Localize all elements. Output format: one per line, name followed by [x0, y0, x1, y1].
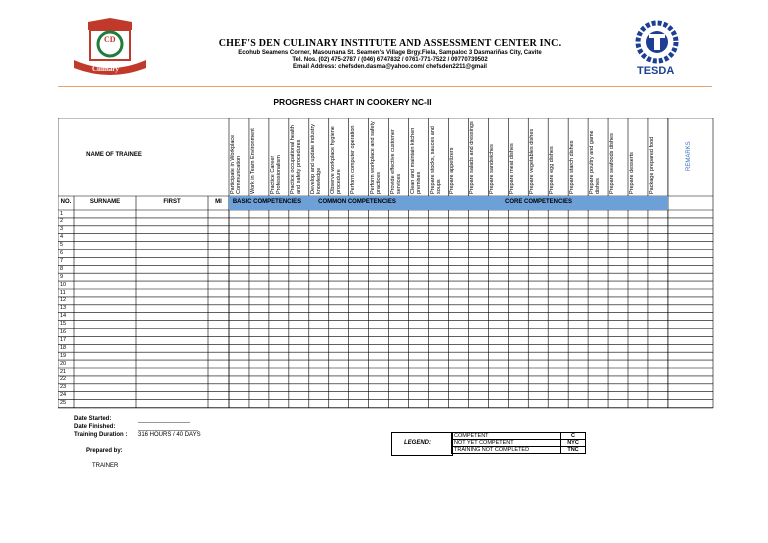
training-duration-value: 316 HOURS / 40 DAYS	[138, 432, 201, 438]
first-header: FIRST	[163, 199, 181, 205]
row-number: 6	[60, 250, 64, 256]
mi-header: MI	[215, 199, 222, 205]
prepared-by-label: Prepared by:	[86, 448, 123, 454]
header-divider	[58, 86, 712, 87]
competency-header: Prepare stocks, sauces and soups	[429, 126, 442, 194]
competency-header: Package prepared food	[648, 136, 655, 194]
row-number: 19	[60, 352, 67, 359]
competency-header: Perform workplace and safety practices	[369, 121, 382, 194]
training-duration-label: Training Duration :	[74, 432, 128, 438]
competency-header: Perform computer operation	[349, 125, 356, 194]
name-of-trainee-header: NAME OF TRAINEE	[86, 152, 142, 158]
svg-text:Culinary: Culinary	[92, 65, 119, 73]
date-started-line	[138, 422, 190, 423]
common-competencies-label: COMMON COMPETENCIES	[318, 199, 396, 205]
competency-header: Observe workplace hygiene procedure	[329, 126, 342, 194]
legend-code: NYC	[561, 440, 586, 447]
date-started-label: Date Started:	[74, 416, 112, 422]
competency-header: Prepare appetizers	[449, 147, 456, 194]
legend-label: LEGEND:	[404, 440, 431, 446]
address-line-3: Email Address: chefsden.dasma@yahoo.com/ chefsden2211@gmail	[293, 64, 487, 70]
no-header: NO.	[60, 199, 72, 205]
legend-row	[452, 440, 586, 447]
tesda-logo	[620, 20, 694, 78]
address-line-2: Tel. Nos. (02) 475-2787 / (046) 6747832 / 0761-771-7522 / 09770739502	[292, 57, 488, 63]
competency-header: Provide effective customer services	[389, 129, 402, 194]
row-number: 15	[60, 321, 67, 328]
competency-header: Practice occupational health and safety procedures	[289, 125, 302, 194]
row-number: 1	[60, 210, 64, 217]
date-finished-line	[138, 430, 198, 431]
legend-code: C	[561, 433, 586, 440]
legend-text: COMPETENT	[452, 433, 561, 440]
legend-text: NOT YET COMPETENT	[452, 440, 561, 447]
trainer-label: TRAINER	[92, 463, 119, 469]
competency-header: Work in Team Environment	[249, 128, 256, 194]
progress-chart-grid	[58, 118, 714, 410]
competency-header: Prepare desserts	[629, 152, 635, 194]
competency-header: Prepare egg dishes	[549, 146, 556, 194]
row-number: 17	[60, 336, 67, 343]
page-title: PROGRESS CHART IN COOKERY NC-II	[273, 97, 432, 107]
row-number: 24	[60, 392, 67, 399]
row-number: 4	[60, 234, 64, 241]
row-number: 22	[60, 376, 67, 383]
svg-text:CD: CD	[104, 35, 116, 44]
competency-header: Prepare starch dishes	[569, 140, 576, 194]
date-finished-label: Date Finished:	[74, 424, 116, 430]
row-number: 11	[60, 289, 66, 296]
legend-code: TNC	[561, 447, 586, 454]
competency-header: Clean and maintain kitchen premises	[409, 127, 422, 194]
competency-header: Prepare salads and dressings	[469, 121, 476, 194]
row-number: 8	[60, 265, 64, 272]
row-number: 7	[60, 257, 64, 264]
row-number: 3	[60, 226, 64, 233]
competency-header: Prepare seafoods dishes	[609, 133, 616, 194]
legend-box	[391, 432, 453, 456]
address-line-1: Ecohub Seamens Corner, Masounana St. Seamen's Village Brgy.Fiela, Sampaloc 3 Dasmariñas City, Cavite	[238, 50, 542, 56]
row-number: 12	[60, 297, 67, 304]
legend-row	[452, 433, 586, 440]
row-number: 13	[60, 305, 67, 312]
row-number: 21	[60, 368, 67, 375]
row-number: 25	[60, 400, 67, 407]
competency-header: Prepare meat dishes	[509, 143, 516, 194]
row-number: 20	[60, 360, 67, 367]
chefs-den-logo	[68, 16, 152, 78]
row-number: 9	[60, 273, 64, 280]
basic-competencies-label: BASIC COMPETENCIES	[232, 199, 302, 205]
core-competencies-label: CORE COMPETENCIES	[504, 199, 572, 205]
row-number: 5	[60, 242, 64, 249]
competency-header: Practice Career Professionalism	[269, 155, 282, 194]
legend-text: TRAINING NOT COMPLETED	[452, 447, 561, 454]
competency-header: Prepare poultry and game dishes	[589, 130, 602, 194]
row-number: 2	[60, 218, 64, 225]
legend-table	[451, 432, 586, 454]
row-number: 18	[60, 344, 67, 351]
svg-text:TESDA: TESDA	[637, 65, 675, 77]
row-number: 16	[60, 329, 67, 335]
legend-row	[452, 447, 586, 454]
competency-header: Participate in Workplace Communication	[230, 134, 242, 194]
surname-header: SURNAME	[89, 199, 121, 205]
competency-header: Develop and update industry knowledge	[309, 123, 322, 194]
remarks-header: REMARKS	[686, 141, 692, 171]
row-number: 23	[60, 384, 67, 391]
row-number: 10	[60, 281, 67, 288]
competency-header: Prepare vegetables dishes	[529, 128, 536, 194]
row-number: 14	[60, 313, 67, 320]
institute-name: CHEF'S DEN CULINARY INSTITUTE AND ASSESSMENT CENTER INC.	[218, 38, 562, 49]
competency-header: Prepare sandwiches	[489, 144, 496, 194]
